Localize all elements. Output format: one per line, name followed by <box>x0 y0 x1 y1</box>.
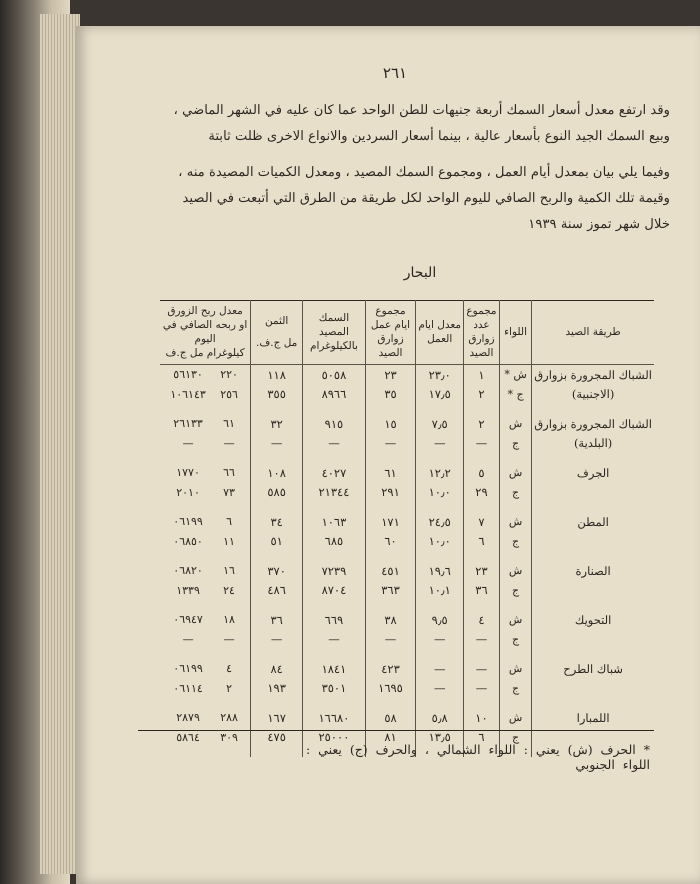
cell-boat-days: ٦٠ <box>365 532 416 562</box>
cell-district: ج <box>499 679 531 709</box>
header-catch: السمك المصيد بالكيلوغرام <box>303 300 366 365</box>
cell-avg-days: ١٩٫٦ <box>416 561 464 581</box>
profit-mil: — <box>182 632 194 646</box>
profit-mil: ٠٦٨٢٠ <box>173 564 203 578</box>
table-row <box>160 581 654 611</box>
profit-kg: ٦ <box>226 515 233 529</box>
profit-kg: ٤ <box>226 662 233 676</box>
cell-avg-days: — <box>416 630 464 660</box>
cell-boat-days: ٤٢٣ <box>365 659 416 679</box>
cell-price: ٣٦ <box>251 610 303 630</box>
profit-mil: ٢٨٧٩ <box>176 711 200 725</box>
cell-price: — <box>251 630 303 660</box>
cell-avg-days: ٢٤٫٥ <box>416 512 464 532</box>
cell-district: ش <box>499 610 531 630</box>
cell-catch: ٨٩٦٦ <box>303 385 366 415</box>
cell-profit <box>160 610 251 630</box>
cell-avg-days: ٢٣٫٠ <box>416 365 464 385</box>
profit-kg: — <box>223 632 235 646</box>
profit-mil: ٠٦٨٥٠ <box>173 534 203 548</box>
cell-avg-days: ١٣٫٥ <box>416 728 464 758</box>
cell-boats: — <box>464 434 500 464</box>
cell-boats: ٢ <box>464 414 500 434</box>
cell-price: ٤٧٥ <box>251 728 303 758</box>
table-row <box>160 385 654 415</box>
header-avg-days: معدل ايام العمل <box>416 300 464 365</box>
profit-kg: ٢٨٨ <box>220 711 238 725</box>
cell-method: الشباك المجرورة بزوارق <box>532 365 654 385</box>
cell-boat-days: ١٦٩٥ <box>365 679 416 709</box>
table-row <box>160 532 654 562</box>
cell-catch: ٢٥٠٠٠ <box>303 728 366 758</box>
table-row <box>160 610 654 630</box>
cell-price: ٣٢ <box>251 414 303 434</box>
table-row <box>160 679 654 709</box>
cell-avg-days: ٩٫٥ <box>416 610 464 630</box>
cell-boat-days: ٤٥١ <box>365 561 416 581</box>
cell-catch: ٩١٥ <box>303 414 366 434</box>
profit-mil: ١٣٣٩ <box>176 583 200 597</box>
cell-catch: ٤٠٢٧ <box>303 463 366 483</box>
page-edges <box>40 14 80 874</box>
paragraph-2: وفيما يلي بيان بمعدل أيام العمل ، ومجموع السمك المصيد ، ومعدل الكميات المصيدة منه ، وقيمة تلك الكمية والربح الصافي لليوم الواحد لكل طريقة من الطرق التي أتبعت في الصيد خلال شهر تموز سنة ١٩٣٩ <box>178 165 670 232</box>
cell-profit <box>160 512 251 532</box>
cell-boats: ٥ <box>464 463 500 483</box>
profit-kg: — <box>223 436 235 450</box>
cell-boat-days: ٦١ <box>365 463 416 483</box>
cell-boat-days: ١٥ <box>365 414 416 434</box>
cell-avg-days: ٥٫٨ <box>416 708 464 728</box>
cell-catch: ٨٧٠٤ <box>303 581 366 611</box>
cell-boat-days: ٥٨ <box>365 708 416 728</box>
cell-district: ش <box>499 414 531 434</box>
cell-profit <box>160 708 251 728</box>
profit-mil: ٠٦٩٤٧ <box>173 613 203 627</box>
cell-district: ج <box>499 434 531 464</box>
fishing-table <box>160 300 654 757</box>
cell-avg-days: ١٠٫٠ <box>416 532 464 562</box>
table-row <box>160 483 654 513</box>
cell-avg-days: ١٢٫٢ <box>416 463 464 483</box>
cell-avg-days: ٧٫٥ <box>416 414 464 434</box>
cell-boat-days: ٨١ <box>365 728 416 758</box>
cell-boats: ٢٩ <box>464 483 500 513</box>
cell-catch: ٧٢٣٩ <box>303 561 366 581</box>
cell-catch: ٣٥٠١ <box>303 679 366 709</box>
cell-catch: ١٨٤١ <box>303 659 366 679</box>
cell-boat-days: ٣٥ <box>365 385 416 415</box>
profit-kg: ٦٦ <box>223 466 235 480</box>
cell-method: الجرف <box>532 463 654 483</box>
header-profit-unit: كيلوغرام مل ج.ف <box>165 347 245 359</box>
table-row <box>160 512 654 532</box>
cell-boats: — <box>464 679 500 709</box>
header-boats: مجموع عدد زوارق الصيد <box>464 300 500 365</box>
cell-district: ج <box>499 630 531 660</box>
cell-price: ٣٤ <box>251 512 303 532</box>
cell-district: ج <box>499 532 531 562</box>
profit-kg: ١١ <box>223 534 235 548</box>
table-title: البحار <box>403 265 437 281</box>
profit-mil: ٢٠١٠ <box>176 485 200 499</box>
cell-price: ١١٨ <box>251 365 303 385</box>
cell-profit <box>160 532 251 562</box>
cell-district: ج <box>499 581 531 611</box>
profit-kg: ١٦ <box>223 564 235 578</box>
header-profit <box>160 300 251 365</box>
cell-boats: — <box>464 630 500 660</box>
cell-avg-days: — <box>416 679 464 709</box>
cell-catch: — <box>303 630 366 660</box>
profit-mil: ٠٦١٩٩ <box>173 515 203 529</box>
profit-kg: ١٨ <box>223 613 235 627</box>
cell-price: ١٠٨ <box>251 463 303 483</box>
cell-price: ٤٨٦ <box>251 581 303 611</box>
cell-boat-days: ١٧١ <box>365 512 416 532</box>
cell-profit <box>160 728 251 758</box>
cell-profit <box>160 581 251 611</box>
cell-avg-days: — <box>416 434 464 464</box>
cell-catch: ٦٨٥ <box>303 532 366 562</box>
cell-boats: ١ <box>464 365 500 385</box>
profit-kg: ٣٠٩ <box>220 730 238 744</box>
table-row <box>160 659 654 679</box>
header-boat-days: مجموع ايام عمل زوارق الصيد <box>365 300 416 365</box>
cell-district: ش <box>499 463 531 483</box>
cell-boats: — <box>464 659 500 679</box>
cell-profit <box>160 365 251 385</box>
cell-price: ٣٧٠ <box>251 561 303 581</box>
profit-kg: ٢٢٠ <box>220 368 238 382</box>
cell-district: ش <box>499 512 531 532</box>
table-bottom-rule <box>138 730 654 731</box>
profit-mil: ٠٦١٩٩ <box>173 662 203 676</box>
cell-price: ١٩٣ <box>251 679 303 709</box>
cell-district: ش <box>499 561 531 581</box>
cell-district: ج <box>499 728 531 758</box>
cell-boats: ٦ <box>464 728 500 758</box>
cell-price: ٣٥٥ <box>251 385 303 415</box>
page-number: ٢٦١ <box>382 64 408 82</box>
profit-mil: — <box>182 436 194 450</box>
cell-profit <box>160 483 251 513</box>
cell-district: ج * <box>499 385 531 415</box>
cell-method: المطن <box>532 512 654 532</box>
table-row <box>160 561 654 581</box>
table-body <box>160 365 654 758</box>
cell-profit <box>160 561 251 581</box>
cell-method: الشباك المجرورة بزوارق <box>532 414 654 434</box>
cell-district: ش <box>499 708 531 728</box>
cell-avg-days: ١٠٫٠ <box>416 483 464 513</box>
cell-method: شباك الطرح <box>532 659 654 679</box>
header-district: اللواء <box>499 300 531 365</box>
cell-district: ج <box>499 483 531 513</box>
cell-profit <box>160 679 251 709</box>
cell-price: ١٦٧ <box>251 708 303 728</box>
cell-price: ٨٤ <box>251 659 303 679</box>
profit-mil: ١٠٦١٤٣ <box>170 387 206 401</box>
header-method: طريقة الصيد <box>532 300 654 365</box>
profit-mil: ٠٦١١٤ <box>173 681 203 695</box>
cell-profit <box>160 630 251 660</box>
cell-catch: — <box>303 434 366 464</box>
cell-boats: ١٠ <box>464 708 500 728</box>
cell-method: (البلدية) <box>532 434 654 464</box>
cell-boat-days: ٣٨ <box>365 610 416 630</box>
table-row <box>160 365 654 385</box>
cell-catch: ١٠٦٣ <box>303 512 366 532</box>
profit-mil: ١٧٧٠ <box>176 466 200 480</box>
profit-kg: ٢٥٦ <box>220 387 238 401</box>
cell-avg-days: ١٠٫١ <box>416 581 464 611</box>
cell-catch: ١٦٦٨٠ <box>303 708 366 728</box>
cell-boat-days: ٢٣ <box>365 365 416 385</box>
cell-profit <box>160 463 251 483</box>
cell-method: الصنارة <box>532 561 654 581</box>
cell-boat-days: — <box>365 434 416 464</box>
header-price <box>251 300 303 365</box>
profit-mil: ٥٦١٣٠ <box>173 368 203 382</box>
cell-boats: ٣٦ <box>464 581 500 611</box>
cell-method: (الاجنبية) <box>532 385 654 415</box>
cell-boats: ٢٣ <box>464 561 500 581</box>
profit-kg: ٢ <box>226 681 233 695</box>
cell-avg-days: — <box>416 659 464 679</box>
cell-price: ٥٨٥ <box>251 483 303 513</box>
cell-boats: ٢ <box>464 385 500 415</box>
table-row <box>160 708 654 728</box>
cell-profit <box>160 659 251 679</box>
header-price-title: الثمن <box>264 315 289 327</box>
profit-kg: ٧٣ <box>223 485 235 499</box>
cell-catch: ٥٠٥٨ <box>303 365 366 385</box>
cell-method <box>532 483 654 513</box>
cell-boat-days: — <box>365 630 416 660</box>
cell-boat-days: ٣٦٣ <box>365 581 416 611</box>
cell-method <box>532 532 654 562</box>
profit-kg: ٦١ <box>223 417 235 431</box>
table-row <box>160 463 654 483</box>
cell-boats: ٧ <box>464 512 500 532</box>
cell-method <box>532 581 654 611</box>
cell-price: ٥١ <box>251 532 303 562</box>
profit-mil: ٥٨٦٤ <box>176 730 200 744</box>
cell-catch: ٦٦٩ <box>303 610 366 630</box>
footnote: * الحرف (ش) يعني : اللواء الشمالي ، والحرف (ج) يعني : اللواء الجنوبي <box>305 742 650 772</box>
header-price-unit: مل ج.ف. <box>256 337 298 349</box>
cell-district: ش <box>499 659 531 679</box>
cell-boat-days: ٢٩١ <box>365 483 416 513</box>
cell-boats: ٦ <box>464 532 500 562</box>
cell-catch: ٢١٣٤٤ <box>303 483 366 513</box>
cell-profit <box>160 434 251 464</box>
cell-price: — <box>251 434 303 464</box>
cell-method: اللمبارا <box>532 708 654 728</box>
cell-district: ش * <box>499 365 531 385</box>
table-header-row <box>160 300 654 365</box>
cell-method <box>532 630 654 660</box>
profit-mil: ٢٦١٣٣ <box>173 417 203 431</box>
paragraph-1: وقد ارتفع معدل أسعار السمك أربعة جنيهات للطن الواحد عما كان عليه في الشهر الماضي ، وبيع السمك الجيد النوع بأسعار عالية ، بينما أسعار السردين والانواع الاخرى ظلت ثابتة <box>173 103 670 144</box>
table-row <box>160 414 654 434</box>
table-row <box>160 434 654 464</box>
profit-kg: ٢٤ <box>223 583 235 597</box>
cell-boats: ٤ <box>464 610 500 630</box>
cell-profit <box>160 385 251 415</box>
cell-method: التحويك <box>532 610 654 630</box>
header-profit-title: معدل ربح الزورق او ربحه الصافي في اليوم <box>162 305 248 345</box>
cell-method <box>532 679 654 709</box>
cell-profit <box>160 414 251 434</box>
table-row <box>160 630 654 660</box>
cell-avg-days: ١٧٫٥ <box>416 385 464 415</box>
